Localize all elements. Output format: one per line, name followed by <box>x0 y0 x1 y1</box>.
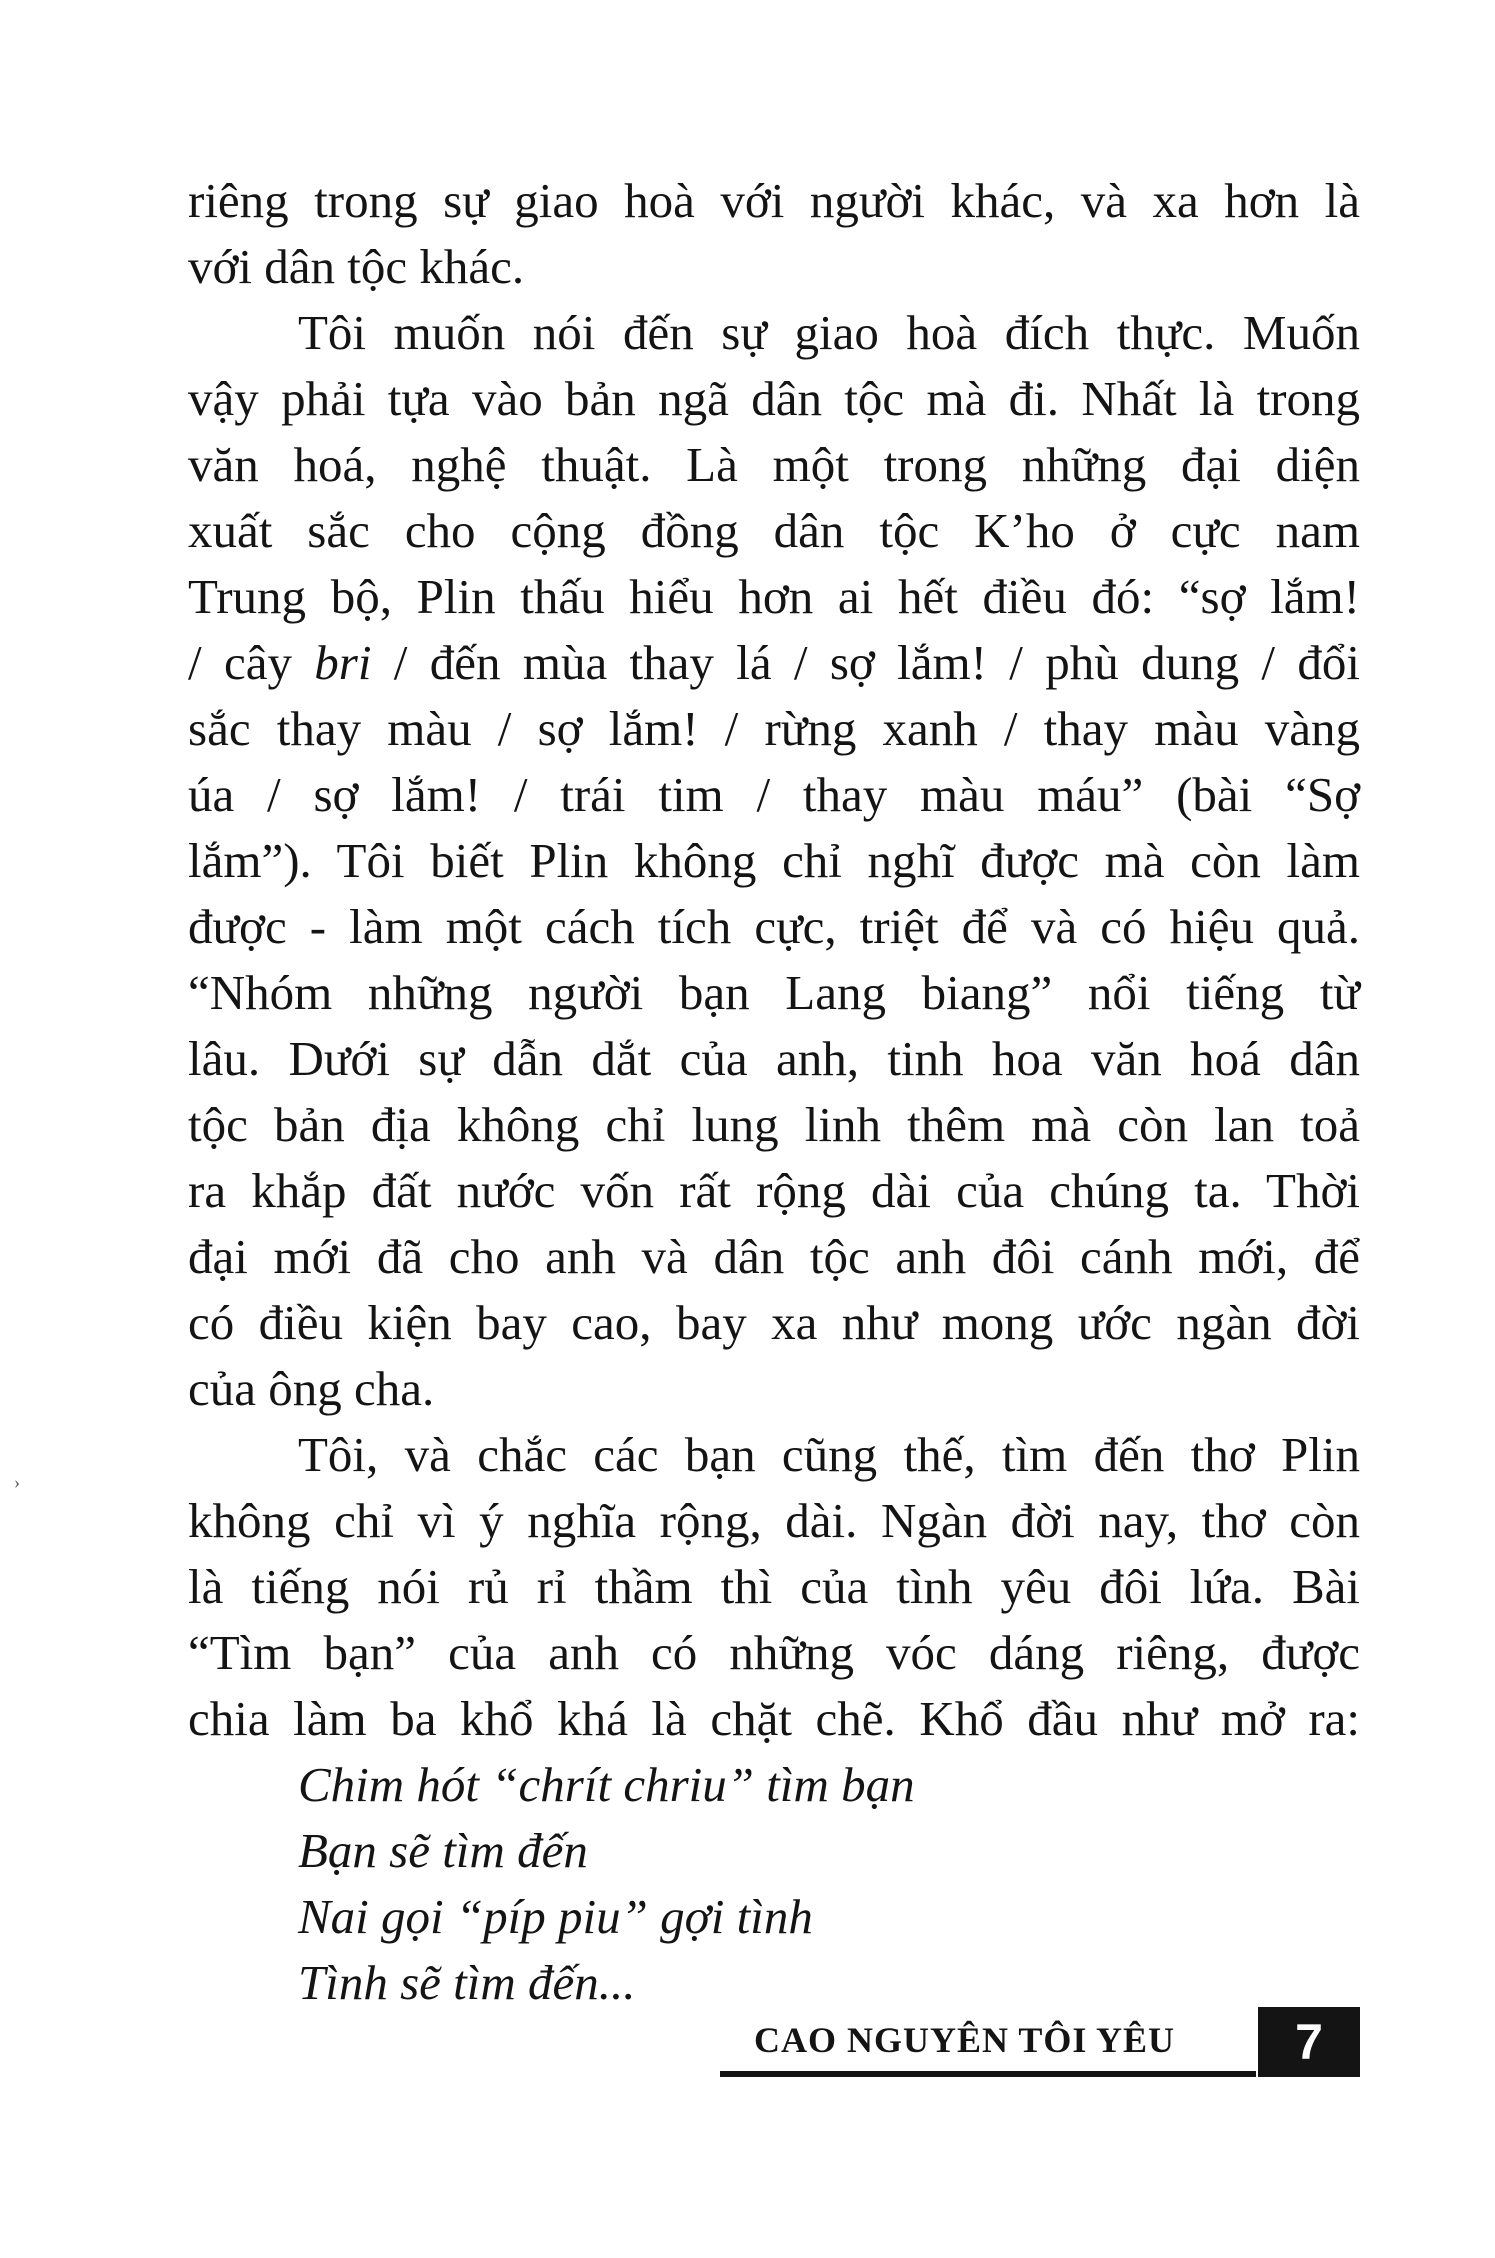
body-text <box>188 168 1360 2016</box>
book-title: CAO NGUYÊN TÔI YÊU <box>754 2020 1176 2060</box>
body-line: có điều kiện bay cao, bay xa như mong ước ngàn đời <box>188 1295 1360 1350</box>
italic-word: bri <box>314 635 372 690</box>
footer-rule <box>720 2071 1256 2077</box>
line-part: / đến mùa thay lá / sợ lắm! / phù dung / đổi <box>371 635 1360 690</box>
body-line: úa / sợ lắm! / trái tim / thay màu máu” (bài “Sợ <box>188 767 1360 822</box>
body-line: lắm”). Tôi biết Plin không chỉ nghĩ được mà còn làm <box>188 833 1360 888</box>
body-line: xuất sắc cho cộng đồng dân tộc K’ho ở cực nam <box>188 503 1360 558</box>
poem-excerpt <box>188 1752 1360 2016</box>
body-line: Tôi, và chắc các bạn cũng thế, tìm đến thơ Plin <box>298 1427 1360 1482</box>
body-line: vậy phải tựa vào bản ngã dân tộc mà đi. Nhất là trong <box>188 371 1360 426</box>
margin-mark: › <box>14 1472 20 1492</box>
body-line: “Tìm bạn” của anh có những vóc dáng riêng, được <box>188 1625 1360 1680</box>
body-line: chia làm ba khổ khá là chặt chẽ. Khổ đầu như mở ra: <box>188 1691 1360 1746</box>
body-line: được - làm một cách tích cực, triệt để và có hiệu quả. <box>188 899 1360 954</box>
line-part: / cây <box>188 635 315 690</box>
body-line: “Nhóm những người bạn Lang biang” nổi tiếng từ <box>188 965 1360 1020</box>
body-line: riêng trong sự giao hoà với người khác, và xa hơn là <box>188 173 1360 228</box>
body-line: tộc bản địa không chỉ lung linh thêm mà còn lan toả <box>188 1097 1360 1152</box>
body-line: Trung bộ, Plin thấu hiểu hơn ai hết điều đó: “sợ lắm! <box>188 569 1360 624</box>
body-line: lâu. Dưới sự dẫn dắt của anh, tinh hoa văn hoá dân <box>188 1031 1360 1086</box>
page-footer <box>720 2007 1360 2077</box>
body-line: đại mới đã cho anh và dân tộc anh đôi cánh mới, để <box>188 1229 1360 1284</box>
poem-line: Chim hót “chrít chriu” tìm bạn <box>298 1757 915 1812</box>
body-line: với dân tộc khác. <box>188 239 525 294</box>
body-line: ra khắp đất nước vốn rất rộng dài của chúng ta. Thời <box>188 1163 1360 1218</box>
body-line: là tiếng nói rủ rỉ thầm thì của tình yêu đôi lứa. Bài <box>188 1559 1360 1614</box>
poem-line: Bạn sẽ tìm đến <box>298 1823 588 1878</box>
page-number: 7 <box>1258 2007 1360 2077</box>
poem-line: Tình sẽ tìm đến... <box>298 1955 636 2010</box>
body-line: của ông cha. <box>188 1361 435 1416</box>
poem-line: Nai gọi “píp piu” gợi tình <box>298 1889 813 1944</box>
body-line: sắc thay màu / sợ lắm! / rừng xanh / thay màu vàng <box>188 701 1360 756</box>
body-line: văn hoá, nghệ thuật. Là một trong những đại diện <box>188 437 1360 492</box>
body-line: Tôi muốn nói đến sự giao hoà đích thực. Muốn <box>298 305 1360 360</box>
body-line-with-italic <box>188 630 1360 696</box>
body-line: không chỉ vì ý nghĩa rộng, dài. Ngàn đời nay, thơ còn <box>188 1493 1360 1548</box>
